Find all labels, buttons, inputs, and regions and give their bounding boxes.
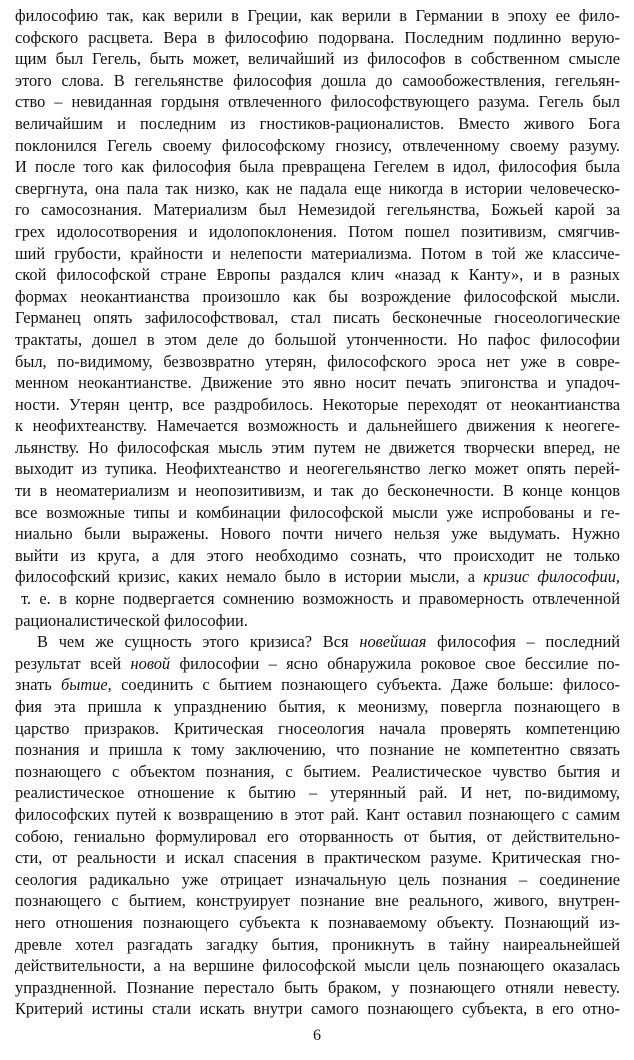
text-line: Критерий истины стали искать внутри самого познающего субъекта, в его отно-	[15, 999, 620, 1019]
text-line	[15, 674, 620, 696]
text-line: сти, от реальности и искал спасения в практическом разуме. Критическая гно-	[15, 848, 620, 868]
text-line: Германец опять зафилософствовал, стал писать бесконечные гносеологические	[15, 308, 620, 328]
text-run: философии – ясно обнаружила роковое свое бессилие по-	[170, 653, 620, 673]
text-line: трактаты, дошел в этом деле до большой утонченности. Но пафос философии	[15, 329, 620, 349]
text-line: го самосознания. Материализм был Немезидой гегельянства, Божьей карой за	[15, 200, 620, 220]
text-line: все возможные типы и комбинации философской мысли уже испробованы и ге-	[15, 502, 620, 522]
text-line: ниально были выражены. Нового почти ничего нельзя уже выдумать. Нужно	[15, 524, 620, 544]
paragraph-first-line	[15, 631, 620, 653]
text-line: менном неокантианстве. Движение это явно носит печать эпигонства и упадоч-	[15, 373, 620, 393]
text-line: философских путей к возвращению в этот рай. Кант оставил познающего с самим	[15, 804, 620, 824]
text-line	[15, 566, 620, 588]
emphasis: новейшая	[359, 632, 427, 652]
text-line: формах неокантианства произошло как бы возрождение философской мысли.	[15, 286, 620, 306]
text-line: выйти из круга, а для этого необходимо сознать, что происходит не только	[15, 545, 620, 565]
emphasis: бытие,	[61, 675, 112, 695]
text-line: к неофихтеанству. Намечается возможность и дальнейшего движения к неогеге-	[15, 416, 620, 436]
text-run: В чем же сущность этого кризиса? Вся	[37, 632, 360, 652]
emphasis: новой	[130, 653, 171, 673]
text-line: фия эта пришла к упразднению бытия, к меонизму, повергла познающего в	[15, 697, 620, 716]
text-line: рационалистической философии.	[15, 610, 248, 630]
text-line: грех идолосотворения и идолопоклонения. Потом пошел позитивизм, смягчив-	[15, 221, 620, 241]
text-line: свергнута, она пала так низко, как не падала еще никогда в истории человеческо-	[15, 178, 620, 198]
text-line: древле хотел разгадать загадку бытия, проникнуть в тайну наиреальнейшей	[15, 934, 620, 954]
text-line: был, по-видимому, безвозвратно утерян, философского эроса нет уже в совре-	[15, 351, 620, 371]
text-line: ти в неоматериализм и неопозитивизм, и так до бесконечности. В конце концов	[15, 481, 620, 501]
text-line: ской философской стране Европы раздался клич «назад к Канту», и в разных	[15, 265, 620, 285]
body-text	[15, 5, 620, 1020]
text-line: поклонился Гегель своему философскому гнозису, отвлеченному своему разуму.	[15, 135, 620, 155]
text-line: выходит из тупика. Неофихтеанство и неогегельянство легко может опять перей-	[15, 459, 620, 479]
text-line: этого слова. В гегельянстве философия дошла до самообожествления, гегельян-	[15, 70, 620, 90]
text-line: льянству. Но философская мысль этим путем не движется творчески вперед, не	[15, 437, 620, 457]
text-run: знать	[15, 675, 62, 695]
text-line: щим был Гегель, быть может, величайший из философов в собственном смысле	[15, 49, 620, 69]
text-line: познающего с бытием, конструирует познание вне реального, живого, внутрен-	[15, 891, 620, 911]
text-line: софского расцвета. Вера в философию подорвана. Последним подлинно верую-	[15, 27, 620, 47]
text-line: упраздненной. Познание перестало быть браком, у познающего отняли невесту.	[15, 977, 620, 997]
text-line: ство – невиданная гордыня отвлеченного философствующего разума. Гегель был	[15, 92, 620, 112]
text-line: ший грубости, крайности и нелепости материализма. Потом в той же классиче-	[15, 243, 620, 263]
text-line: ности. Утерян центр, все раздробилось. Некоторые переходят от неокантианства	[15, 394, 620, 414]
text-run: философский кризис, каких немало было в истории мысли, а	[15, 567, 484, 587]
text-line: реалистическое отношение к бытию – утерянный рай. И нет, по-видимому,	[15, 783, 620, 803]
text-line: т. е. в корне подвергается сомнению возможность и правомерность отвлеченной	[21, 589, 620, 609]
text-line: собою, гениально формулировал его оторванность от бытия, от действительно-	[15, 826, 620, 846]
text-line: познающего с объектом познания, с бытием. Реалистическое чувство бытия и	[15, 761, 620, 781]
text-line: него отношения познающего субъекта к познаваемому объекту. Познающий из-	[15, 912, 620, 932]
text-line	[15, 653, 620, 675]
emphasis: кризис философии,	[483, 567, 620, 587]
text-line: философию так, как верили в Греции, как верили в Германии в эпоху ее фило-	[15, 6, 620, 25]
text-line: действительности, а на вершине философской мысли цель познающего оказалась	[15, 956, 620, 976]
text-run: соединить с бытием познающего субъекта. Даже больше: филосо-	[111, 675, 620, 695]
text-line: И после того как философия была превращена Гегелем в идол, философия была	[15, 157, 620, 177]
text-run: философия – последний	[426, 632, 620, 652]
text-line: величайшим и последним из гностиков-рационалистов. Вместо живого Бога	[15, 113, 620, 133]
page-number: 6	[313, 1027, 321, 1044]
text-line: познания и пришла к тому заключению, что познание не компетентно связать	[15, 740, 620, 760]
text-line: царство призраков. Критическая гносеология начала проверять компетенцию	[15, 718, 620, 738]
text-run: результат всей	[15, 653, 131, 673]
text-line: сеология радикально уже отрицает изначальную цель познания – соединение	[15, 869, 620, 889]
